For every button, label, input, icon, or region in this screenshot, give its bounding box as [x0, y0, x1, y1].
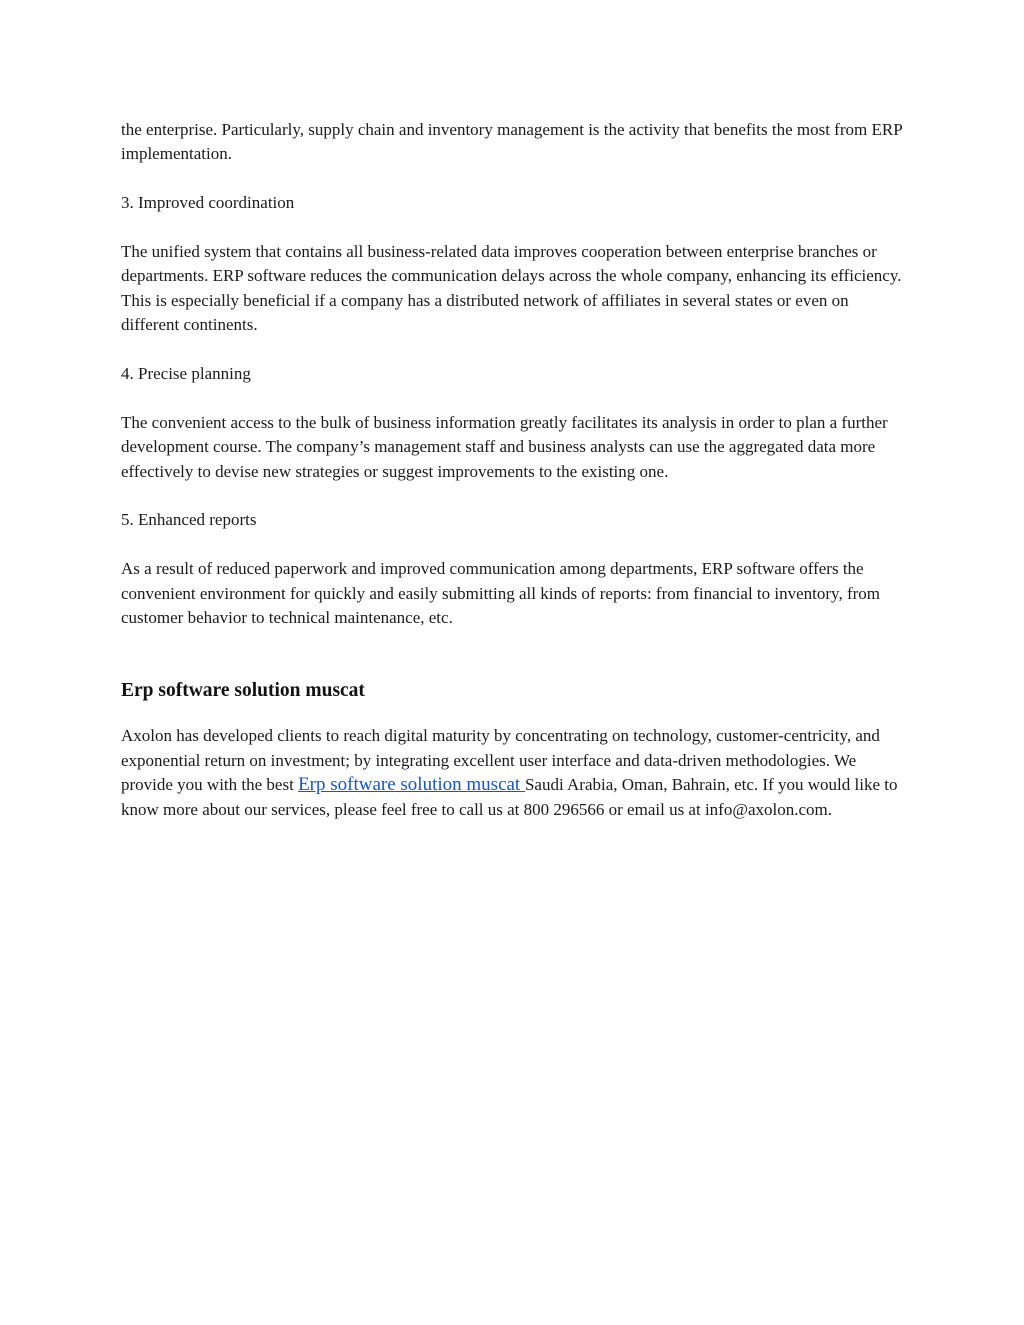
paragraph-final [121, 724, 911, 822]
final-text-before-link: Axolon has developed clients to reach digital maturity by concentrating on technology, customer-centricity, and exponential return on investment; by integrating excellent user interface and data-driven methodologies. We provide you with the best [121, 726, 880, 795]
paragraph-intro: the enterprise. Particularly, supply chain and inventory management is the activity that benefits the most from ERP implementation. [121, 120, 903, 164]
item-4-body: The convenient access to the bulk of business information greatly facilitates its analysis in order to plan a further development course. The company’s management staff and business analysts can use the aggregated data more effectively to devise new strategies or suggest improvements to the existing one. [121, 412, 888, 481]
item-5-body: As a result of reduced paperwork and improved communication among departments, ERP software offers the convenient environment for quickly and easily submitting all kinds of reports: from financial to inventory, from customer behavior to technical maintenance, etc. [121, 559, 880, 628]
final-text-after-link: Saudi Arabia, Oman, Bahrain, etc. If you would like to know more about our services, please feel free to call us at 800 296566 or email us at info@axolon.com. [121, 775, 898, 819]
item-4-title: 4. Precise planning [121, 364, 251, 384]
item-5-title: 5. Enhanced reports [121, 510, 257, 530]
item-3-title: 3. Improved coordination [121, 193, 295, 213]
document-page [121, 118, 911, 846]
item-3-body: The unified system that contains all business-related data improves cooperation between enterprise branches or departments. ERP software reduces the communication delays across the whole company, enhancing its efficiency. This is especially beneficial if a company has a distributed network of affiliates in several states or even on different continents. [121, 242, 902, 335]
section-heading: Erp software solution muscat [121, 680, 365, 702]
erp-solution-link[interactable]: Erp software solution muscat [298, 774, 525, 796]
